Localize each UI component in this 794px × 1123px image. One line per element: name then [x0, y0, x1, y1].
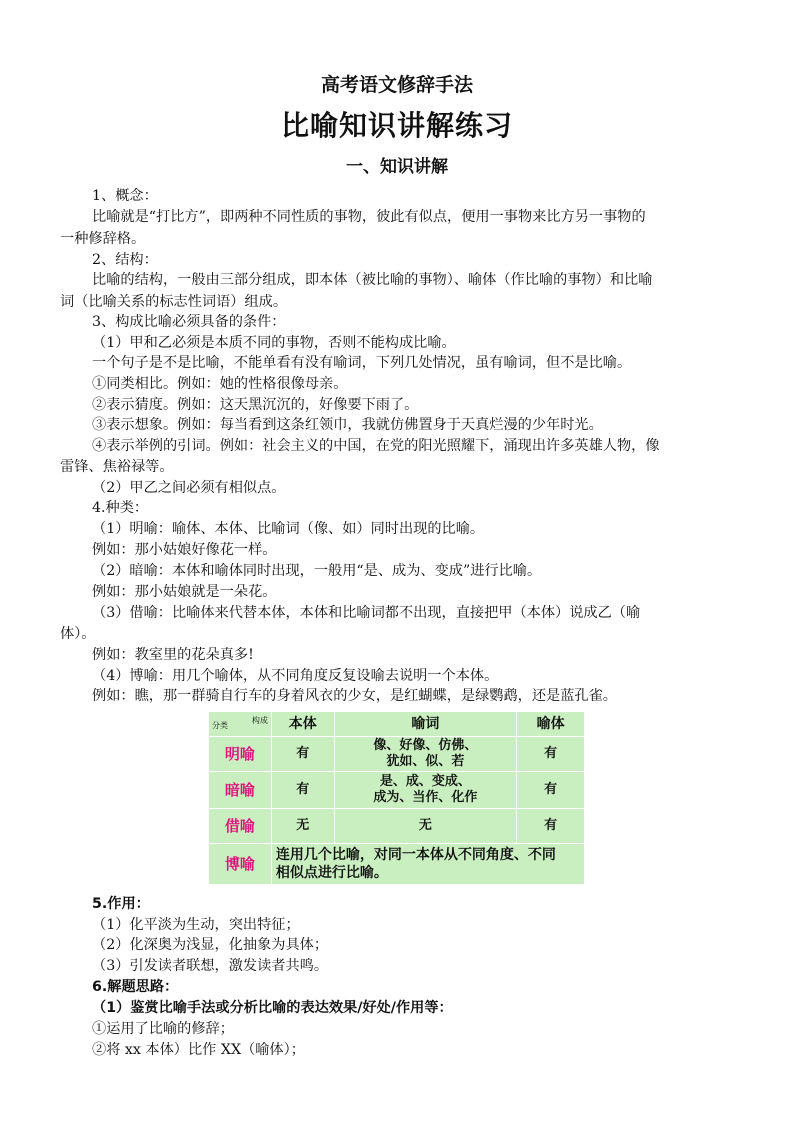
text-line: ①运用了比喻的修辞； — [92, 1021, 234, 1037]
text-line: ②表示猜度。例如：这天黑沉沉的，好像要下雨了。 — [92, 397, 419, 413]
table-row — [209, 844, 585, 885]
text-line: 1、概念： — [92, 188, 158, 204]
table-row — [209, 772, 585, 809]
yuci-line: 成为、当作、化作 — [373, 790, 478, 805]
text-line: （2）化深奥为浅显，化抽象为具体； — [92, 937, 329, 953]
heading-approach: 6.解题思路： — [92, 979, 179, 995]
row-type: 明喻 — [209, 737, 272, 772]
corner-label-bottom: 分类 — [212, 721, 228, 730]
text-line: （1）明喻：喻体、本体、比喻词（像、如）同时出现的比喻。 — [92, 521, 485, 537]
text-line: （4）博喻：用几个喻体，从不同角度反复设喻去说明一个本体。 — [92, 668, 499, 684]
table-row — [209, 737, 585, 772]
text-line: 词（比喻关系的标志性词语）组成。 — [60, 294, 288, 310]
text-line: 3、构成比喻必须具备的条件： — [92, 314, 286, 330]
heading-function: 5.作用： — [92, 896, 150, 912]
row-type: 博喻 — [209, 844, 272, 885]
row-description — [271, 844, 584, 885]
description-line: 连用几个比喻，对同一本体从不同角度、不同 — [275, 847, 556, 863]
table-header: 本体 — [271, 712, 334, 737]
row-type: 暗喻 — [209, 772, 272, 809]
row-benti: 有 — [271, 737, 334, 772]
metaphor-types-table — [208, 711, 585, 885]
section-heading: 一、知识讲解 — [346, 157, 448, 177]
text-line: （3）引发读者联想，激发读者共鸣。 — [92, 958, 329, 974]
description-line: 相似点进行比喻。 — [275, 865, 388, 881]
text-line: （3）借喻：比喻体来代替本体，本体和比喻词都不出现，直接把甲（本体）说成乙（喻 — [92, 605, 641, 621]
document-subtitle: 高考语文修辞手法 — [320, 74, 473, 96]
row-type: 借喻 — [209, 809, 272, 844]
row-yuti: 有 — [517, 737, 585, 772]
text-line: 例如：教室里的花朵真多! — [92, 647, 254, 663]
text-line: ④表示举例的引词。例如：社会主义的中国，在党的阳光照耀下，涌现出许多英雄人物，像 — [92, 438, 660, 454]
text-line: 例如：瞧，那一群骑自行车的身着风衣的少女，是红蝴蝶，是绿鹦鹉，还是蓝孔雀。 — [92, 688, 617, 704]
text-line: （2）暗喻：本体和喻体同时出现，一般用“是、成为、变成”进行比喻。 — [92, 563, 542, 579]
text-line: 一种修辞格。 — [60, 231, 146, 247]
yuci-line: 犹如、似、若 — [386, 754, 465, 769]
document-title: 比喻知识讲解练习 — [280, 109, 513, 142]
table-row — [209, 809, 585, 844]
table-header: 喻体 — [517, 712, 585, 737]
text-line: （2）甲乙之间必须有相似点。 — [92, 480, 286, 496]
table-header: 喻词 — [334, 712, 516, 737]
row-benti: 有 — [271, 772, 334, 809]
corner-label-top: 构成 — [251, 716, 268, 725]
yuci-line: 像、好像、仿佛、 — [373, 738, 478, 753]
text-line: ①同类相比。例如：她的性格很像母亲。 — [92, 376, 348, 392]
row-benti: 无 — [271, 809, 334, 844]
text-line: 4.种类： — [92, 500, 149, 516]
text-line: 体）。 — [60, 626, 96, 642]
table-corner-cell — [209, 712, 272, 737]
text-line: 例如：那小姑娘好像花一样。 — [92, 542, 277, 558]
row-yuti: 有 — [517, 772, 585, 809]
subheading-approach: （1）鉴赏比喻手法或分析比喻的表达效果/好处/作用等： — [92, 1000, 453, 1016]
text-line: ③表示想象。例如：每当看到这条红领巾，我就仿佛置身于天真烂漫的少年时光。 — [92, 417, 603, 433]
text-line: 一个句子是不是比喻，不能单看有没有喻词，下列几处情况，虽有喻词，但不是比喻。 — [92, 355, 632, 371]
text-line: 例如：那小姑娘就是一朵花。 — [92, 584, 277, 600]
row-yuci — [334, 737, 516, 772]
text-line: （1）甲和乙必须是本质不同的事物，否则不能构成比喻。 — [92, 335, 456, 351]
row-yuti: 有 — [517, 809, 585, 844]
text-line: 2、结构： — [92, 252, 158, 268]
text-line: 比喻的结构，一般由三部分组成，即本体（被比喻的事物）、喻体（作比喻的事物）和比喻 — [92, 272, 653, 288]
yuci-line: 是、成、变成、 — [379, 774, 471, 789]
row-yuci — [334, 772, 516, 809]
text-line: 雷锋、焦裕禄等。 — [60, 459, 174, 475]
text-line: ②将 xx 本体）比作 XX（喻体）； — [92, 1042, 305, 1058]
text-line: （1）化平淡为生动，突出特征； — [92, 917, 300, 933]
text-line: 比喻就是“打比方”，即两种不同性质的事物，彼此有似点，便用一事物来比方另一事物的 — [92, 209, 646, 225]
row-yuci: 无 — [334, 809, 516, 844]
